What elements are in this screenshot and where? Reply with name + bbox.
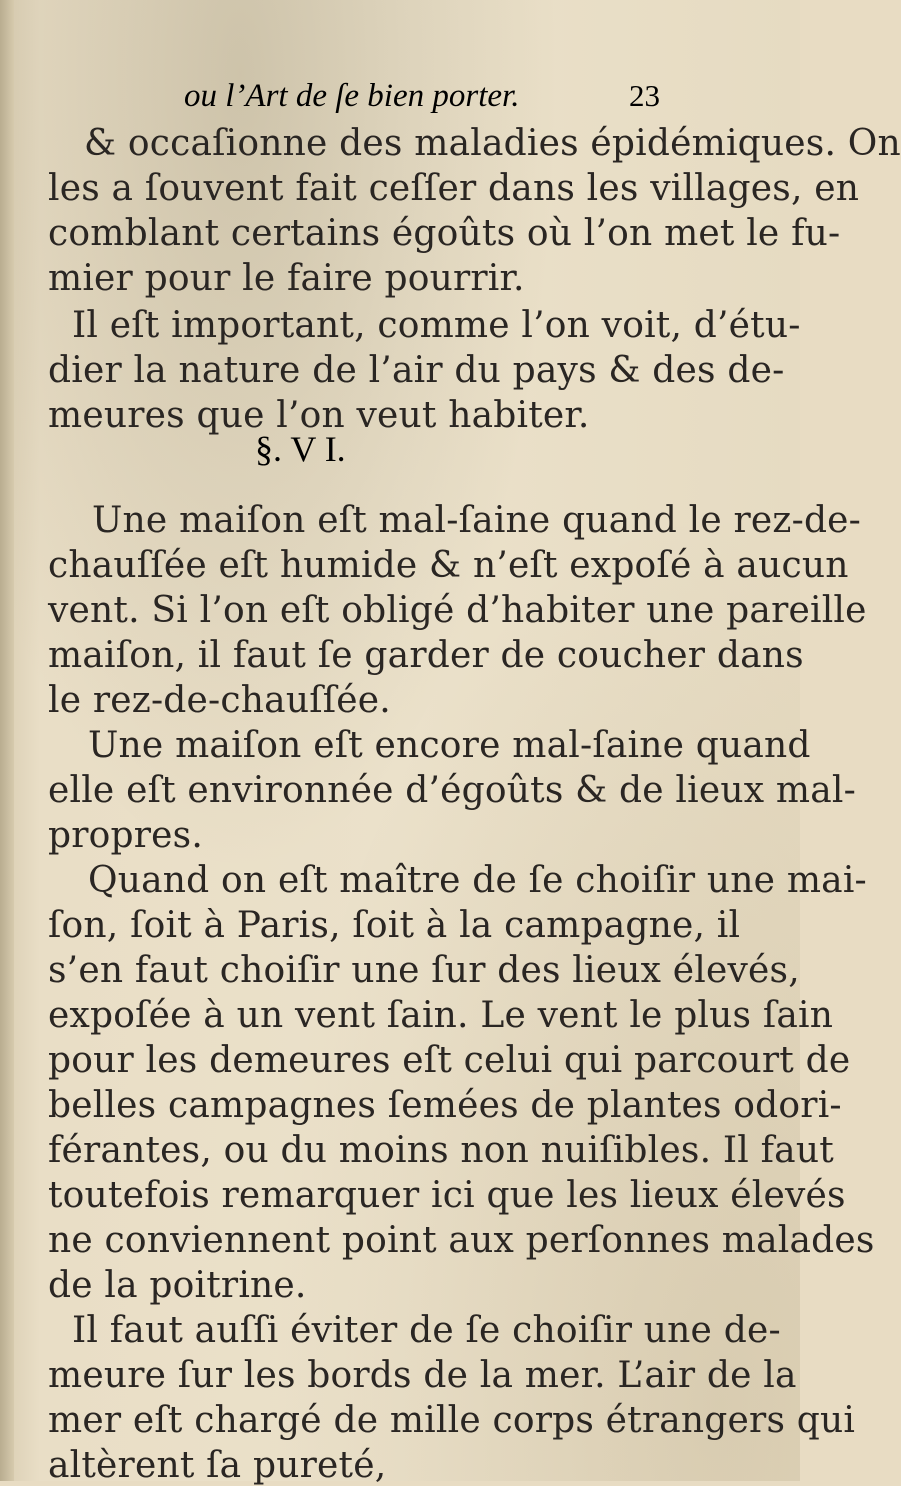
- text-line: mier pour le faire pourrir.: [48, 258, 525, 299]
- text-line: pour les demeures eſt celui qui parcourt de: [48, 1040, 851, 1081]
- text-line: meure ſur les bords de la mer. L’air de la: [48, 1355, 797, 1396]
- text-line: expoſée à un vent ſain. Le vent le plus ſain: [48, 995, 834, 1036]
- text-line: dier la nature de l’air du pays & des de-: [48, 350, 785, 391]
- text-line: maiſon, il faut ſe garder de coucher dans: [48, 635, 804, 676]
- text-line: ſon, ſoit à Paris, ſoit à la campagne, il: [48, 905, 741, 946]
- running-header: [140, 78, 660, 118]
- text-line: belles campagnes ſemées de plantes odori-: [48, 1085, 842, 1126]
- text-line: propres.: [48, 815, 204, 856]
- text-line: le rez-de-chauſſée.: [48, 680, 391, 721]
- page-gutter: [0, 0, 14, 1481]
- text-line: Quand on eſt maître de ſe choiſir une mai-: [88, 860, 867, 901]
- text-line: comblant certains égoûts où l’on met le fu-: [48, 213, 841, 254]
- text-line: ne conviennent point aux perſonnes malades: [48, 1220, 875, 1261]
- text-line: de la poitrine.: [48, 1265, 307, 1306]
- text-line: mer eſt chargé de mille corps étrangers qui: [48, 1400, 856, 1441]
- text-line: Une maiſon eſt encore mal-ſaine quand: [88, 725, 811, 766]
- text-line: altèrent ſa pureté,: [48, 1445, 387, 1486]
- text-line: meures que l’on veut habiter.: [48, 395, 590, 436]
- text-line: Il eſt important, comme l’on voit, d’étu-: [72, 305, 801, 346]
- text-line: Il faut auſſi éviter de ſe choiſir une de-: [72, 1310, 781, 1351]
- text-line: férantes, ou du moins non nuiſibles. Il faut: [48, 1130, 834, 1171]
- text-line: les a ſouvent fait ceſſer dans les villages, en: [48, 168, 860, 209]
- text-line: elle eſt environnée d’égoûts & de lieux mal-: [48, 770, 856, 811]
- section-heading: §. V I.: [255, 429, 346, 469]
- text-line: & occaſionne des maladies épidémiques. On: [84, 123, 901, 164]
- page-number: 23: [629, 78, 660, 113]
- text-line: s’en faut choiſir une ſur des lieux élevés,: [48, 950, 800, 991]
- text-line: toutefois remarquer ici que les lieux élevés: [48, 1175, 846, 1216]
- text-line: chauſſée eſt humide & n’eſt expoſé à aucun: [48, 545, 849, 586]
- text-line: Une maiſon eſt mal-ſaine quand le rez-de-: [92, 500, 862, 541]
- text-line: vent. Si l’on eſt obligé d’habiter une pareille: [48, 590, 867, 631]
- running-title: ou l’Art de ſe bien porter.: [184, 78, 520, 114]
